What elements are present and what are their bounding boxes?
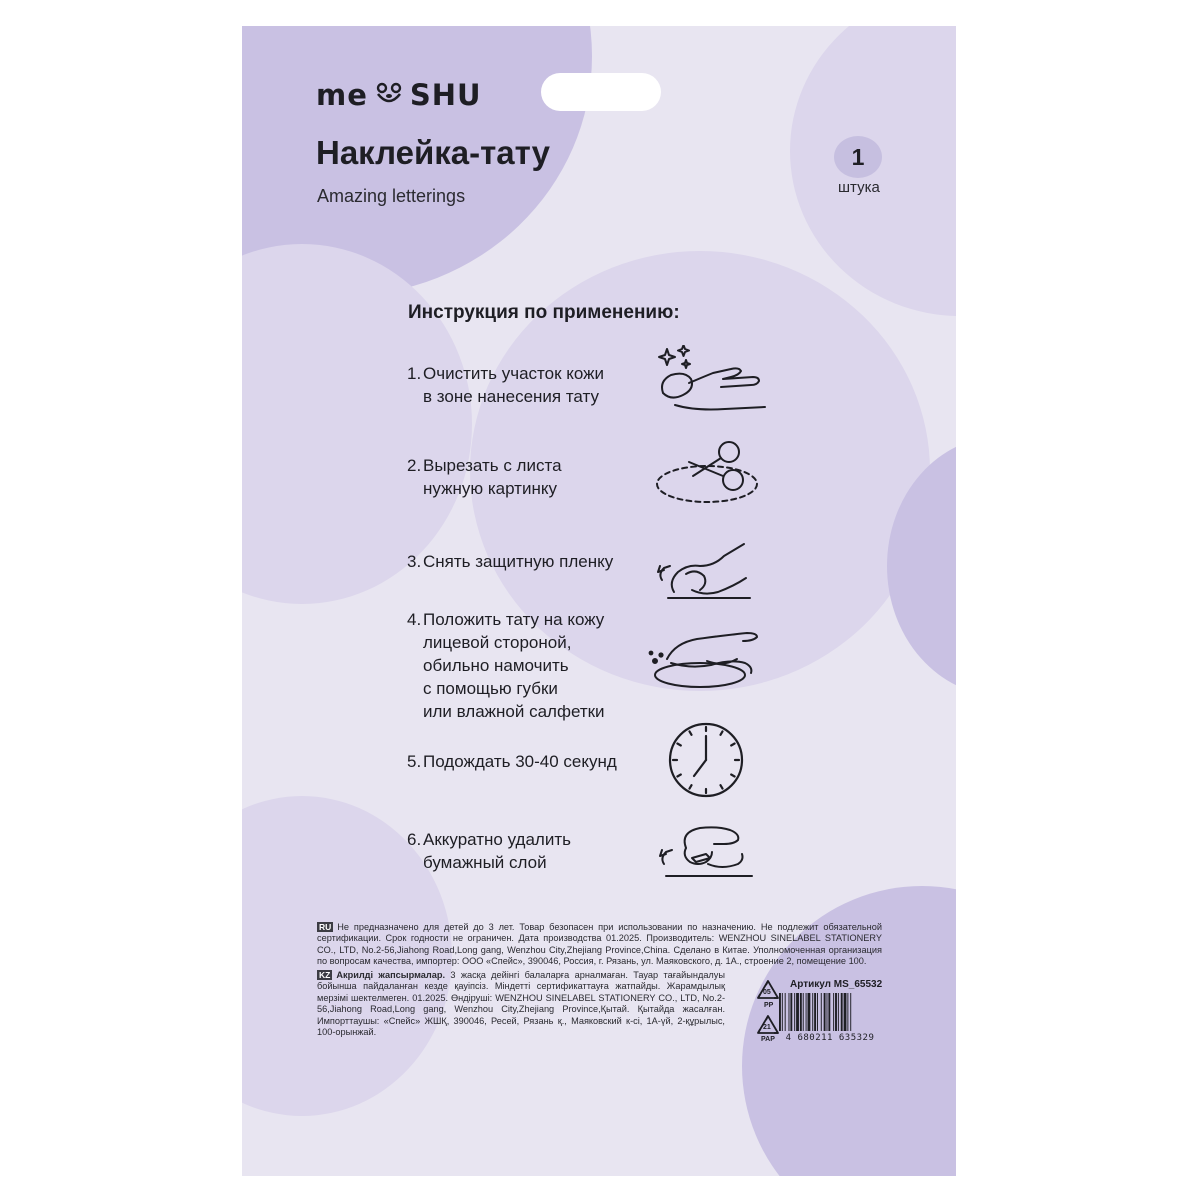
legal-text-ru [317,922,882,968]
step-number: 4. [407,610,422,629]
step-line: Аккуратно удалить [423,830,571,849]
step-line: или влажной салфетки [423,702,605,721]
quantity-badge: 1 [834,136,882,178]
peel-film-icon [652,530,767,605]
quantity-unit: штука [838,179,880,196]
instruction-step [407,550,613,573]
instruction-step [407,454,562,500]
brand-left: me [316,78,368,112]
recycle-code: 05 [763,989,771,996]
remove-paper-icon [652,818,762,882]
instruction-step [407,362,604,408]
legal-text: 3 жасқа дейінгі балаларға арналмаған. Тауар тағайындалуы бойынша пайдаланған кезде қауіпсіз. Міндетті сертификаттауға жатпайды. Жарамдылық мерзімі шектелмеген. 01.2025. Өндіруші: WENZHOU SINELABEL STATIONERY CO., LTD, No.2-56,Jiahong Road,Long gang, Wenzhou City,Zhejiang Province,Қытай. Қытайда жасалған. Импорттаушы: «Спейс» ЖШҚ, 390046, Ресей, Рязань қ., Маяковский к-сі, 1А-үй, 2-құрылыс, 100-орынжай. [317,970,725,1038]
step-line: бумажный слой [423,853,547,872]
recycle-label: PAP [761,1036,775,1043]
bear-icon [374,82,404,108]
step-number: 1. [407,364,422,383]
instructions-title: Инструкция по применению: [408,302,680,323]
step-line: нужную картинку [423,479,557,498]
hang-hole [541,73,661,111]
scissors-icon [655,436,770,508]
article-number: Артикул MS_65532 [790,979,883,990]
clock-icon [666,720,746,800]
lang-tag: KZ [319,970,331,980]
step-number: 2. [407,456,422,475]
brand-right: SHU [409,78,482,112]
product-subtitle: Amazing letterings [317,186,466,206]
legal-bold: Акрилді жапсырмалар. [336,970,446,980]
step-line: Подождать 30-40 секунд [423,752,617,771]
instruction-step [407,608,605,723]
step-line: Вырезать с листа [423,456,562,475]
lang-tag: RU [319,922,332,932]
step-line: Положить тату на кожу [423,610,605,629]
step-line: с помощью губки [423,679,558,698]
barcode-icon [778,993,880,1031]
instruction-step [407,828,571,874]
instruction-step [407,750,617,773]
brand-logo [316,78,482,112]
step-line: в зоне нанесения тату [423,387,599,406]
step-line: обильно намочить [423,656,569,675]
step-line: лицевой стороной, [423,633,572,652]
step-line: Очистить участок кожи [423,364,605,383]
recycle-label: PP [764,1002,774,1009]
wet-sponge-icon [645,625,765,693]
hand-wipe-icon [655,345,770,417]
product-title: Наклейка-тату [316,134,550,171]
step-line: Снять защитную пленку [423,552,614,571]
legal-text: Не предназначено для детей до 3 лет. Товар безопасен при использовании по назначению. Не подлежит обязательной сертификации. Срок годности не ограничен. Дата производства 01.2025. Производитель: WENZHOU SINELABEL STATIONERY CO., LTD, No.2-56,Jiahong Road,Long gang, Wenzhou City,Zhejiang Province,China. Сделано в Китае. Уполномоченная организация по вопросам качества, импортер: ООО «Спейс», 390046, Россия, г. Рязань, ул. Маяковского, д. 1А., строение 2, помещение 100. [317,922,882,967]
step-number: 5. [407,752,422,771]
legal-text-kz [317,970,725,1038]
step-number: 6. [407,830,422,849]
barcode-number: 4 680211 635329 [785,1033,875,1043]
step-number: 3. [407,552,422,571]
recycle-code: 21 [763,1024,771,1031]
